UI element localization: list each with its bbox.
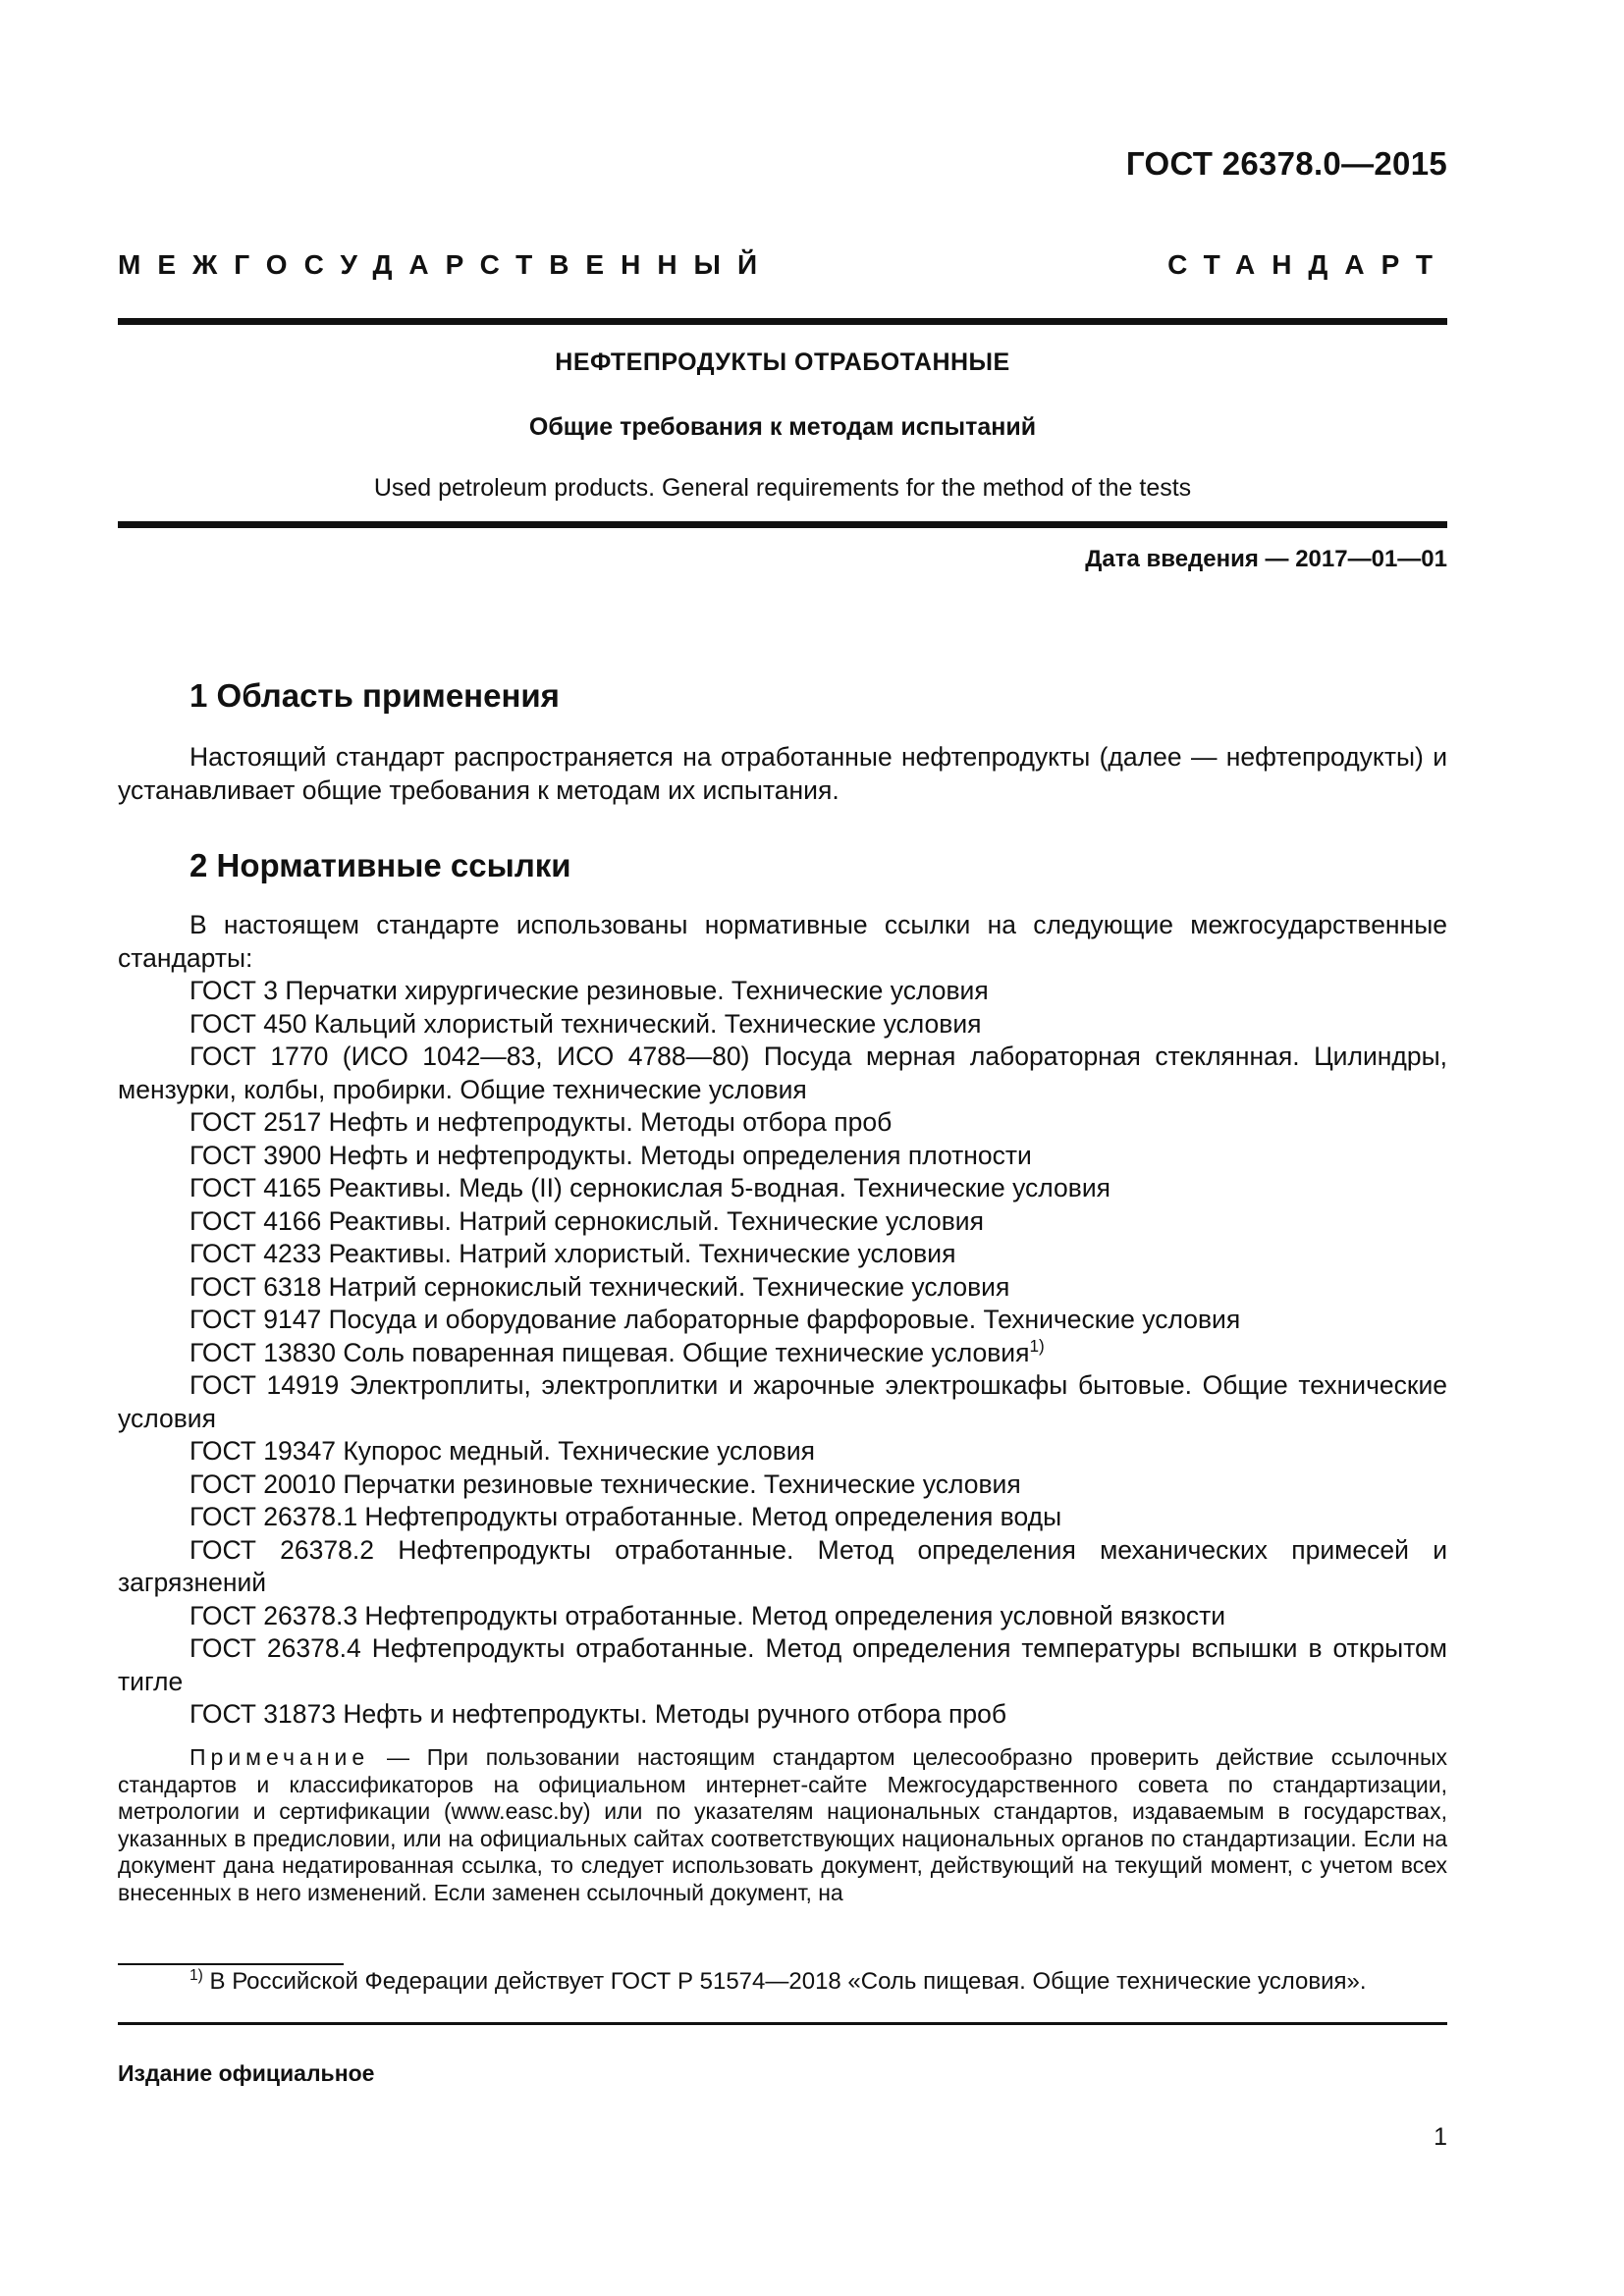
reference-item: ГОСТ 2517 Нефть и нефтепродукты. Методы отбора проб bbox=[189, 1107, 893, 1137]
note-text: — При пользовании настоящим стандартом целесообразно проверить действие ссылочных стандартов и классификаторов на официальном интернет-сайте Межгосударственного совета по стандартизации, метрологии и сертификации (www.easc.by) или по указателям национальных стандартов, издаваемым в государствах, указанных в предисловии, или на официальных сайтах соответствующих национальных органов по стандартизации. Если на документ дана недатированная ссылка, то следует использовать документ, действующий на текущий момент, с учетом всех внесенных в него изменений. Если заменен ссылочный документ, на bbox=[118, 1744, 1447, 1905]
reference-item: ГОСТ 4165 Реактивы. Медь (II) сернокислая 5-водная. Технические условия bbox=[189, 1173, 1110, 1202]
reference-item: ГОСТ 26378.2 Нефтепродукты отработанные. Метод определения механических примесей и загрязнений bbox=[118, 1534, 1447, 1597]
reference-item: ГОСТ 26378.3 Нефтепродукты отработанные. Метод определения условной вязкости bbox=[189, 1600, 1226, 1630]
standard-type-heading: МЕЖГОСУДАРСТВЕННЫЙ СТАНДАРТ bbox=[118, 249, 1449, 280]
section-1-body bbox=[118, 741, 1447, 807]
reference-item: ГОСТ 20010 Перчатки резиновые технические. Технические условия bbox=[189, 1468, 1021, 1499]
divider-top bbox=[118, 318, 1447, 325]
reference-item: ГОСТ 4233 Реактивы. Натрий хлористый. Технические условия bbox=[189, 1239, 956, 1268]
footnote-text: В Российской Федерации действует ГОСТ Р 51574—2018 «Соль пищевая. Общие технические условия». bbox=[202, 1968, 1367, 1995]
section-2-intro: В настоящем стандарте использованы нормативные ссылки на следующие межгосударственные стандарты: bbox=[118, 910, 1447, 973]
reference-item-with-footnote bbox=[118, 1337, 1447, 1370]
footnote-marker: 1) bbox=[189, 1967, 203, 1984]
reference-item: ГОСТ 26378.1 Нефтепродукты отработанные. Метод определения воды bbox=[189, 1502, 1062, 1531]
reference-item: ГОСТ 9147 Посуда и оборудование лабораторные фарфоровые. Технические условия bbox=[189, 1305, 1241, 1334]
reference-item: ГОСТ 4166 Реактивы. Натрий сернокислый. Технические условия bbox=[189, 1205, 984, 1236]
footnote-marker: 1) bbox=[1029, 1335, 1045, 1356]
reference-item: ГОСТ 14919 Электроплиты, электроплитки и жарочные электрошкафы бытовые. Общие технические условия bbox=[118, 1370, 1447, 1433]
doc-code: ГОСТ 26378.0—2015 bbox=[1125, 145, 1447, 182]
divider-footer bbox=[118, 2022, 1447, 2025]
reference-item: ГОСТ 3900 Нефть и нефтепродукты. Методы определения плотности bbox=[189, 1140, 1032, 1170]
reference-list bbox=[118, 975, 1447, 1732]
section-2-body bbox=[118, 909, 1447, 1732]
reference-item: ГОСТ 3 Перчатки хирургические резиновые. Технические условия bbox=[189, 976, 989, 1005]
footnote bbox=[118, 1968, 1447, 1996]
edition-label: Издание официальное bbox=[118, 2060, 375, 2086]
footnote-divider bbox=[118, 1963, 344, 1965]
document-title: НЕФТЕПРОДУКТЫ ОТРАБОТАННЫЕ bbox=[555, 348, 1010, 376]
reference-item: ГОСТ 450 Кальций хлористый технический. Технические условия bbox=[189, 1008, 982, 1039]
section-1-paragraph: Настоящий стандарт распространяется на отработанные нефтепродукты (далее — нефтепродукты) и устанавливает общие требования к методам их испытания. bbox=[118, 742, 1447, 805]
intro-date: Дата введения — 2017—01—01 bbox=[1085, 546, 1447, 572]
document-title-english: Used petroleum products. General requirements for the method of the tests bbox=[373, 474, 1192, 502]
reference-item: ГОСТ 26378.4 Нефтепродукты отработанные. Метод определения температуры вспышки в открытом тигле bbox=[118, 1633, 1447, 1696]
note-label: Примечание bbox=[189, 1744, 370, 1770]
reference-item: ГОСТ 1770 (ИСО 1042—83, ИСО 4788—80) Посуда мерная лабораторная стеклянная. Цилиндры, мензурки, колбы, пробирки. Общие технические условия bbox=[118, 1041, 1447, 1104]
document-subtitle: Общие требования к методам испытаний bbox=[528, 413, 1037, 441]
page-number: 1 bbox=[1434, 2123, 1447, 2151]
note-paragraph bbox=[118, 1744, 1447, 1907]
section-2-heading: 2 Нормативные ссылки bbox=[189, 847, 571, 883]
reference-item: ГОСТ 6318 Натрий сернокислый технический. Технические условия bbox=[189, 1271, 1010, 1302]
reference-item: ГОСТ 19347 Купорос медный. Технические условия bbox=[189, 1436, 816, 1466]
divider-title-bottom bbox=[118, 521, 1447, 528]
section-1-heading: 1 Область применения bbox=[189, 677, 560, 714]
reference-text: ГОСТ 13830 Соль поваренная пищевая. Общие технические условия bbox=[189, 1337, 1030, 1367]
reference-item: ГОСТ 31873 Нефть и нефтепродукты. Методы ручного отбора проб bbox=[189, 1699, 1007, 1729]
